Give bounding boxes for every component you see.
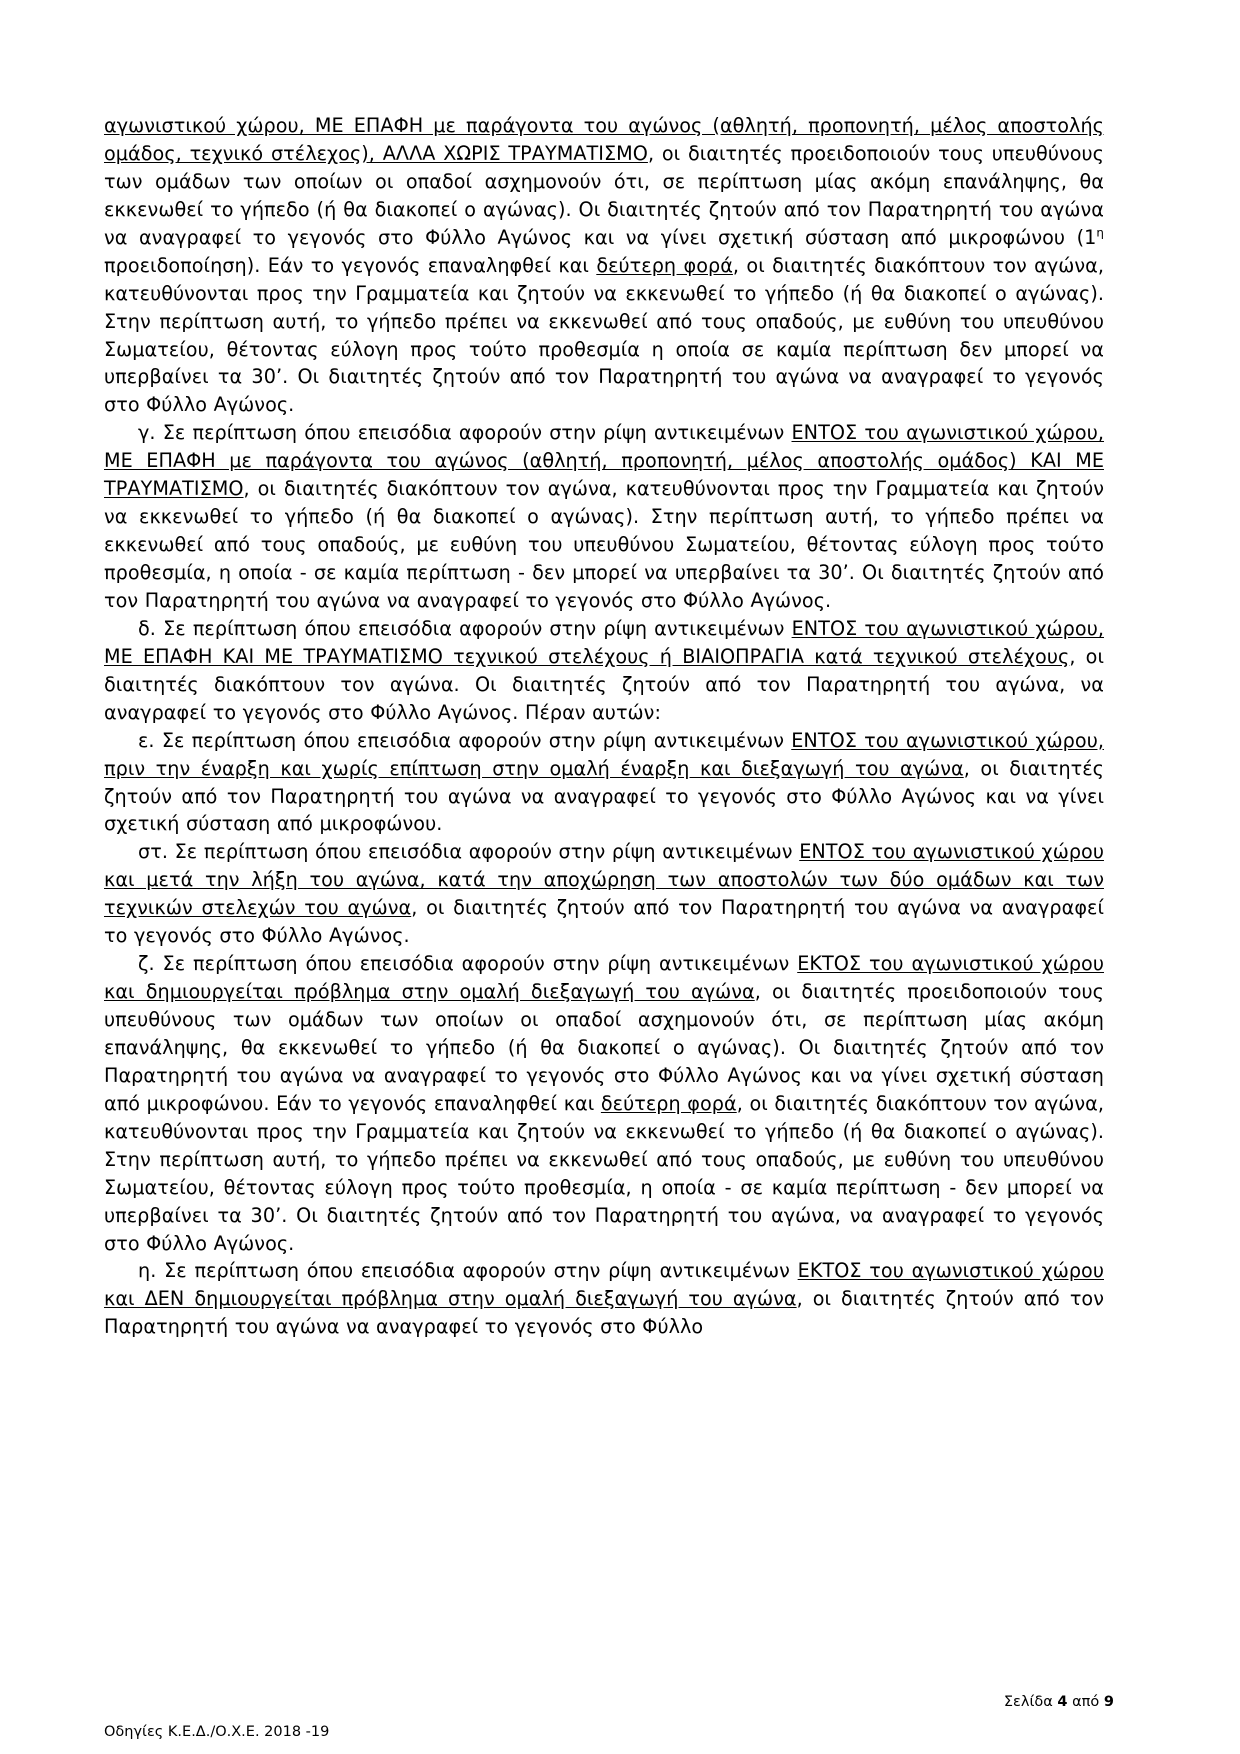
- page-current: 4: [1057, 1694, 1068, 1710]
- para-e-run-0: ε. Σε περίπτωση όπου επεισόδια αφορούν στην ρίψη αντικειμένων: [138, 728, 792, 752]
- para-i-run-1: ΕΚΤΟΣ του αγωνιστικού χώρου και ΔΕΝ δημιουργείται πρόβλημα στην ομαλή διεξαγωγή του αγώνα: [104, 1259, 1104, 1311]
- para-continuation-run-5: , οι διαιτητές διακόπτουν τον αγώνα, κατευθύνονται προς την Γραμματεία και ζητούν να εκκενωθεί το γήπεδο (ή θα διακοπεί ο αγώνας). Στην περίπτωση αυτή, το γήπεδο πρέπει να εκκενωθεί από τους οπαδούς, με ευθύνη του υπευθύνου Σωματείου, θέτοντας εύλογη προς τούτο προθεσμία η οποία σε καμία περίπτωση δεν μπορεί να υπερβαίνει τα 30’. Οι διαιτητές ζητούν από τον Παρατηρητή του αγώνα να αναγραφεί το γεγονός στο Φύλλο Αγώνος.: [104, 253, 1104, 417]
- para-i-run-0: η. Σε περίπτωση όπου επεισόδια αφορούν στην ρίψη αντικειμένων: [138, 1259, 798, 1283]
- page-prefix: Σελίδα: [1003, 1694, 1058, 1710]
- para-e: [104, 727, 1104, 839]
- para-d-run-0: δ. Σε περίπτωση όπου επεισόδια αφορούν στην ρίψη αντικειμένων: [138, 616, 792, 640]
- para-d-run-1: ΕΝΤΟΣ του αγωνιστικού χώρου, ΜΕ ΕΠΑΦΗ ΚΑΙ ΜΕ ΤΡΑΥΜΑΤΙΣΜΟ τεχνικού στελέχους ή ΒΙΑΙΟΠΡΑΓΙΑ κατά τεχνικού στελέχους: [104, 616, 1104, 668]
- page-middle: από: [1067, 1694, 1104, 1710]
- para-g: [104, 419, 1104, 615]
- footer-source-label: Οδηγίες Κ.Ε.Δ./Ο.Χ.Ε. 2018 -19: [104, 1724, 330, 1740]
- para-z-run-1: ΕΚΤΟΣ του αγωνιστικού χώρου και δημιουργείται πρόβλημα στην ομαλή διεξαγωγή του αγώνα: [104, 952, 1104, 1004]
- para-z-run-4: , οι διαιτητές διακόπτουν τον αγώνα, κατευθύνονται προς την Γραμματεία και ζητούν να εκκενωθεί το γήπεδο (ή θα διακοπεί ο αγώνας). Στην περίπτωση αυτή, το γήπεδο πρέπει να εκκενωθεί από τους οπαδούς, με ευθύνη του υπευθύνου Σωματείου, θέτοντας εύλογη προς τούτο προθεσμία, η οποία - σε καμία περίπτωση - δεν μπορεί να υπερβαίνει τα 30’. Οι διαιτητές ζητούν από τον Παρατηρητή του αγώνα, να αναγραφεί το γεγονός στο Φύλλο Αγώνος.: [104, 1091, 1104, 1255]
- para-g-run-2: , οι διαιτητές διακόπτουν τον αγώνα, κατευθύνονται προς την Γραμματεία και ζητούν να εκκενωθεί το γήπεδο (ή θα διακοπεί ο αγώνας). Στην περίπτωση αυτή, το γήπεδο πρέπει να εκκενωθεί από τους οπαδούς, με ευθύνη του υπευθύνου Σωματείου, θέτοντας εύλογη προς τούτο προθεσμία, η οποία - σε καμία περίπτωση - δεν μπορεί να υπερβαίνει τα 30’. Οι διαιτητές ζητούν από τον Παρατηρητή του αγώνα να αναγραφεί το γεγονός στο Φύλλο Αγώνος.: [104, 477, 1104, 612]
- para-d-run-2: , οι διαιτητές διακόπτουν τον αγώνα. Οι διαιτητές ζητούν από τον Παρατηρητή του αγώνα, να αναγραφεί το γεγονός στο Φύλλο Αγώνος. Πέραν αυτών:: [104, 644, 1105, 724]
- para-e-run-1: ΕΝΤΟΣ του αγωνιστικού χώρου, πριν την έναρξη και χωρίς επίπτωση στην ομαλή έναρξη και διεξαγωγή του αγώνα: [104, 728, 1104, 780]
- para-continuation: [104, 112, 1104, 419]
- para-continuation-run-0: αγωνιστικού χώρου, ΜΕ ΕΠΑΦΗ με παράγοντα του αγώνος (αθλητή, προπονητή, μέλος αποστολής ομάδος, τεχνικό στέλεχος), ΑΛΛΑ ΧΩΡΙΣ ΤΡΑΥΜΑΤΙΣΜΟ: [104, 114, 1104, 165]
- para-z-run-0: ζ. Σε περίπτωση όπου επεισόδια αφορούν στην ρίψη αντικειμένων: [138, 952, 798, 976]
- para-st-run-0: στ. Σε περίπτωση όπου επεισόδια αφορούν στην ρίψη αντικειμένων: [138, 840, 800, 864]
- para-i: [104, 1257, 1104, 1341]
- para-d: [104, 615, 1104, 727]
- para-st-run-1: ΕΝΤΟΣ του αγωνιστικού χώρου και μετά την λήξη του αγώνα, κατά την αποχώρηση των αποστολών των δύο ομάδων και των τεχνικών στελεχών του αγώνα: [104, 840, 1104, 920]
- para-st-run-2: , οι διαιτητές ζητούν από τον Παρατηρητή του αγώνα να αναγραφεί το γεγονός στο Φύλλο Αγώνος.: [104, 896, 1105, 948]
- para-continuation-run-2: η: [1096, 225, 1104, 240]
- document-body: [104, 112, 1104, 1341]
- para-i-run-2: , οι διαιτητές ζητούν από τον Παρατηρητή του αγώνα να αναγραφεί το γεγονός στο Φύλλο: [104, 1287, 1104, 1339]
- para-e-run-2: , οι διαιτητές ζητούν από τον Παρατηρητή του αγώνα να αναγραφεί το γεγονός στο Φύλλο Αγώνος και να γίνει σχετική σύσταση από μικροφώνου.: [104, 756, 1104, 836]
- para-g-run-0: γ. Σε περίπτωση όπου επεισόδια αφορούν στην ρίψη αντικειμένων: [138, 421, 792, 445]
- para-continuation-run-3: προειδοποίηση). Εάν το γεγονός επαναληφθεί και: [104, 253, 597, 277]
- para-continuation-run-4: δεύτερη φορά: [596, 253, 733, 277]
- para-z-run-2: , οι διαιτητές προειδοποιούν τους υπευθύνους των ομάδων των οποίων οι οπαδοί ασχημονούν ότι, σε περίπτωση μίας ακόμη επανάληψης, θα εκκενωθεί το γήπεδο (ή θα διακοπεί ο αγώνας). Οι διαιτητές ζητούν από τον Παρατηρητή του αγώνα να αναγραφεί το γεγονός στο Φύλλο Αγώνος και να γίνει σχετική σύσταση από μικροφώνου. Εάν το γεγονός επαναληφθεί και: [104, 980, 1104, 1115]
- page-total: 9: [1103, 1694, 1114, 1710]
- para-z-run-3: δεύτερη φορά: [600, 1091, 737, 1115]
- page-footer: [104, 1684, 1114, 1754]
- para-continuation-run-1: , οι διαιτητές προειδοποιούν τους υπευθύνους των ομάδων των οποίων οι οπαδοί ασχημονούν ότι, σε περίπτωση μίας ακόμη επανάληψης, θα εκκενωθεί το γήπεδο (ή θα διακοπεί ο αγώνας). Οι διαιτητές ζητούν από τον Παρατηρητή του αγώνα να αναγραφεί το γεγονός στο Φύλλο Αγώνος και να γίνει σχετική σύσταση από μικροφώνου (1: [104, 141, 1104, 249]
- para-g-run-1: ΕΝΤΟΣ του αγωνιστικού χώρου, ΜΕ ΕΠΑΦΗ με παράγοντα του αγώνος (αθλητή, προπονητή, μέλος αποστολής ομάδος) ΚΑΙ ΜΕ ΤΡΑΥΜΑΤΙΣΜΟ: [104, 421, 1104, 501]
- page-number-label: [1004, 1694, 1114, 1710]
- para-st: [104, 838, 1104, 950]
- para-z: [104, 950, 1104, 1257]
